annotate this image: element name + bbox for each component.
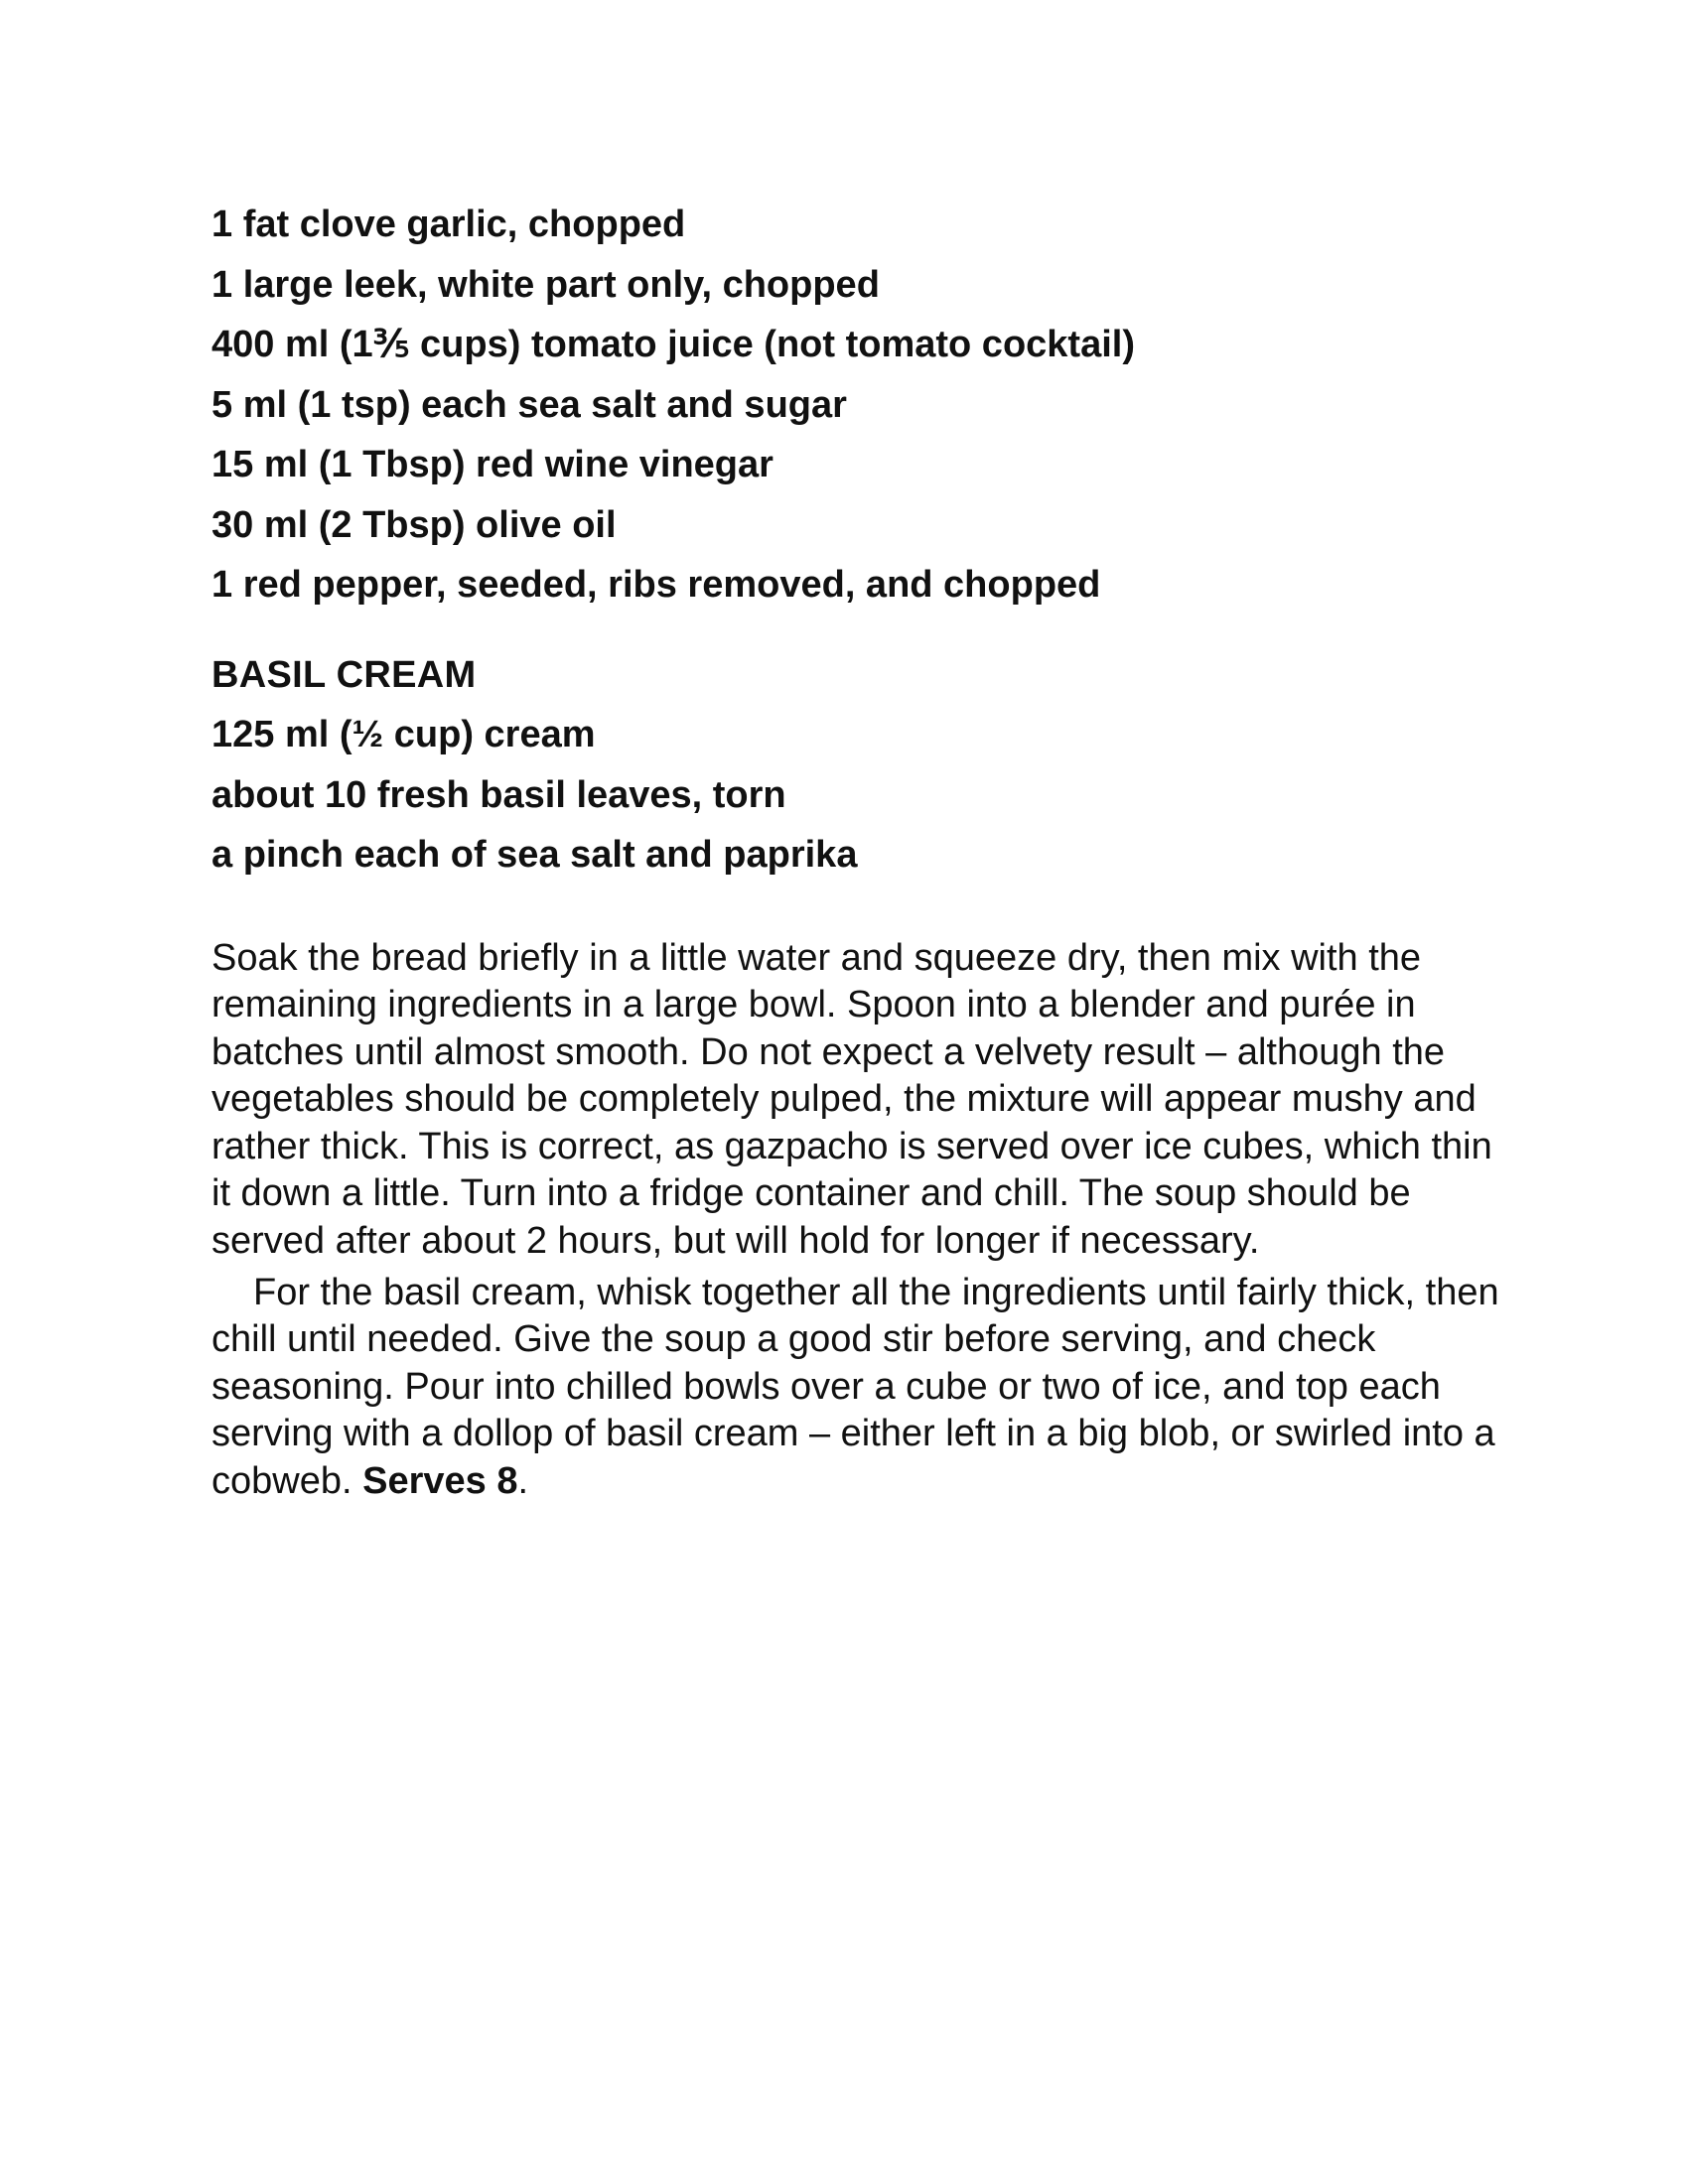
ingredient-item: 1 large leek, white part only, chopped: [211, 263, 880, 306]
ingredient-item: 400 ml (1⅗ cups) tomato juice (not tomato cocktail): [211, 324, 1135, 365]
method-paragraph: Soak the bread briefly in a little water and squeeze dry, then mix with the remaining ingredients in a large bowl. Spoon into a blender and purée in batches until almost smooth. Do not expect a velvety result – although the vegetables should be completely pulped, the mixture will appear mushy and rather thick. This is correct, as gazpacho is served over ice cubes, which thin it down a little. Turn into a fridge container and chill. The soup should be served after about 2 hours, but will hold for longer if necessary.: [211, 936, 1492, 1263]
basil-cream-section: [211, 645, 1502, 886]
basil-cream-heading: BASIL CREAM: [211, 653, 477, 696]
ingredient-item: about 10 fresh basil leaves, torn: [211, 773, 786, 816]
serves-label: Serves 8: [362, 1460, 518, 1503]
ingredient-list-main: [211, 195, 1502, 615]
serves-suffix: .: [517, 1460, 529, 1503]
ingredient-item: 1 red pepper, seeded, ribs removed, and chopped: [211, 564, 1101, 606]
method-section: [211, 935, 1502, 1506]
ingredient-item: 1 fat clove garlic, chopped: [211, 204, 686, 245]
method-paragraph: [211, 1270, 1502, 1506]
ingredient-item: 15 ml (1 Tbsp) red wine vinegar: [211, 444, 774, 485]
ingredient-item: 125 ml (½ cup) cream: [211, 714, 596, 755]
method-paragraph-text: For the basil cream, whisk together all the ingredients until fairly thick, then chill until needed. Give the soup a good stir before serving, and check seasoning. Pour into chilled bowls over a cube or two of ice, and top each serving with a dollop of basil cream – either left in a big blob, or swirled into a cobweb.: [211, 1271, 1499, 1503]
recipe-page: [211, 195, 1502, 1506]
ingredient-item: 30 ml (2 Tbsp) olive oil: [211, 503, 617, 546]
ingredient-item: a pinch each of sea salt and paprika: [211, 834, 858, 876]
ingredient-item: 5 ml (1 tsp) each sea salt and sugar: [211, 383, 847, 426]
